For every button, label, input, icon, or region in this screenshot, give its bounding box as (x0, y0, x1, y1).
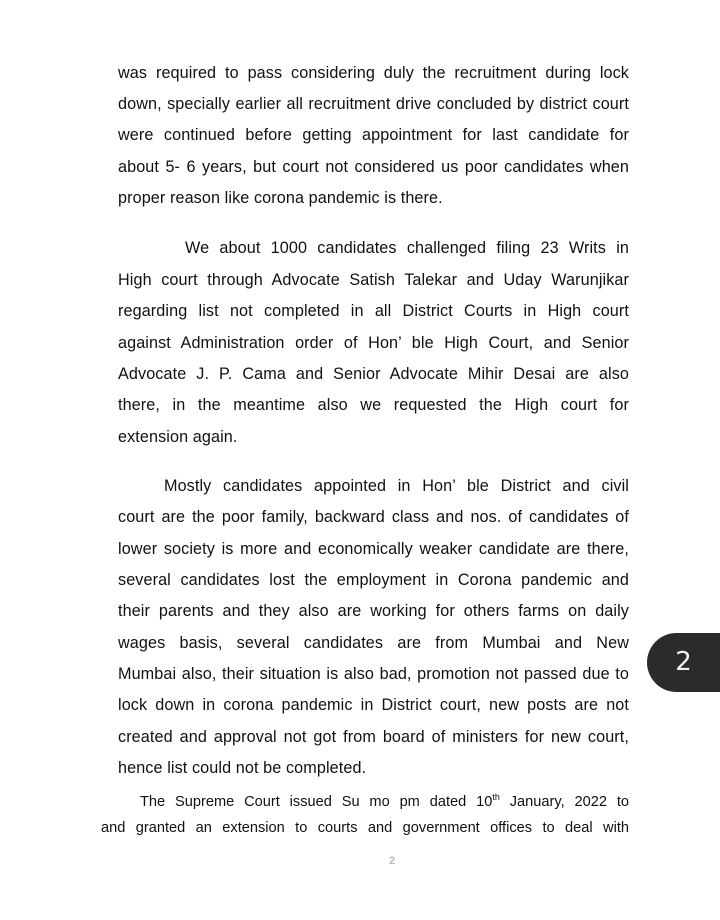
paragraph-2-line-4: against Administration order of Hon’ ble High Court, and Senior (118, 334, 629, 352)
paragraph-4-line-1-text: The Supreme Court issued Su mo pm dated 10 (140, 794, 493, 810)
ordinal-superscript: th (492, 792, 500, 803)
paragraph-3-line-4: several candidates lost the employment in Corona pandemic and (118, 571, 629, 589)
page-indicator-number: 2 (675, 647, 692, 677)
paragraph-1-line-1: was required to pass considering duly the recruitment during lock (118, 64, 629, 82)
paragraph-1-line-5: proper reason like corona pandemic is there. (118, 189, 443, 207)
paragraph-3-line-3: lower society is more and economically weaker candidate are there, (118, 540, 629, 558)
paragraph-3-line-10: hence list could not be completed. (118, 759, 367, 777)
paragraph-3-line-5: their parents and they also are working for others farms on daily (118, 602, 629, 620)
paragraph-4-line-1 (140, 793, 629, 811)
paragraph-2-line-2: High court through Advocate Satish Talekar and Uday Warunjikar (118, 271, 629, 289)
paragraph-2-line-1: We about 1000 candidates challenged filing 23 Writs in (185, 239, 629, 257)
paragraph-4-line-2: and granted an extension to courts and government offices to deal with (101, 820, 629, 836)
paragraph-2-line-5: Advocate J. P. Cama and Senior Advocate Mihir Desai are also (118, 365, 629, 383)
paragraph-3-line-2: court are the poor family, backward class and nos. of candidates of (118, 508, 629, 526)
paragraph-3-line-1: Mostly candidates appointed in Hon’ ble District and civil (164, 477, 629, 495)
paragraph-3-line-8: lock down in corona pandemic in District court, new posts are not (118, 696, 629, 714)
paragraph-3-line-6: wages basis, several candidates are from Mumbai and New (118, 634, 629, 652)
footer-page-number: 2 (388, 855, 396, 867)
paragraph-3-line-7: Mumbai also, their situation is also bad, promotion not passed due to (118, 665, 629, 683)
paragraph-1-line-2: down, specially earlier all recruitment drive concluded by district court (118, 95, 629, 113)
paragraph-1-line-3: were continued before getting appointment for last candidate for (118, 126, 629, 144)
paragraph-2-line-7: extension again. (118, 428, 238, 446)
paragraph-3-line-9: created and approval not got from board of ministers for new court, (118, 728, 629, 746)
paragraph-4-line-1-tail: January, 2022 to (499, 794, 629, 810)
paragraph-2-line-3: regarding list not completed in all District Courts in High court (118, 302, 629, 320)
paragraph-1-line-4: about 5- 6 years, but court not considered us poor candidates when (118, 158, 629, 176)
paragraph-2-line-6: there, in the meantime also we requested the High court for (118, 396, 629, 414)
page-indicator-badge[interactable] (647, 633, 720, 692)
